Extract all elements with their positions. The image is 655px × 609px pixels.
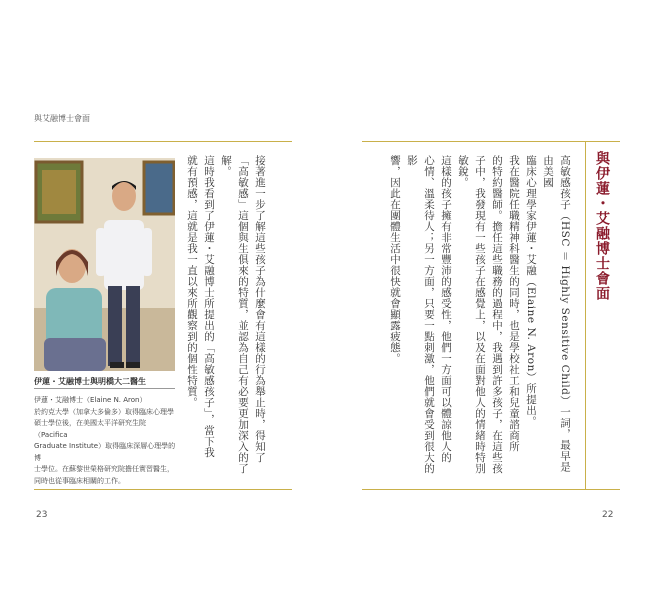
- caption-line: 於約克大學（加拿大多倫多）取得臨床心理學: [34, 407, 174, 416]
- body-text-column: 高敏感孩子（HSC ＝ Highly Sensitive Child）一詞，最早是由美國: [542, 155, 571, 473]
- right-page-body: [386, 155, 573, 480]
- body-text-column: 敏銳。: [457, 155, 469, 188]
- top-rule-right: [362, 141, 620, 142]
- body-text-column: 這樣的孩子擁有非常豐沛的感受性，他們一方面可以體諒他人的: [440, 155, 452, 463]
- bottom-rule-right: [362, 489, 620, 490]
- caption-line: 伊蓮・艾融博士（Elaine N. Aron）: [34, 396, 147, 404]
- body-text-column: 的特約醫師。擔任這些職務的過程中，我遇到許多孩子，在這些孩: [491, 155, 503, 474]
- body-text-column: 我在醫院任職精神科醫生的同時，也是學校社工和兒童諮商所: [508, 155, 520, 452]
- body-text-column: 子中，我發現有一些孩子在感覺上，以及在面對他人的情緒時特別: [474, 155, 486, 474]
- chapter-title: 與伊蓮・艾融博士會面: [594, 151, 610, 301]
- caption-line: 碩士學位後，在美國太平洋研究生院（Pacifica: [34, 419, 146, 439]
- caption-line: 同時也從事臨床相關的工作。: [34, 476, 125, 485]
- photo-illustration: [34, 158, 175, 371]
- running-head: 與艾融博士會面: [34, 114, 90, 123]
- body-text-column: 臨床心理學家伊蓮・艾融（Elaine N. Aron）所提出。: [525, 155, 537, 427]
- photo-caption-body: [34, 395, 176, 487]
- bottom-rule-left: [34, 489, 292, 490]
- caption-line: Graduate Institute）取得臨床深層心理學的博: [34, 442, 176, 462]
- body-text-column: 接著進一步了解這些孩子為什麼會有這樣的行為舉止時，得知了: [254, 155, 266, 463]
- page-number-right: 22: [602, 510, 614, 520]
- chapter-title-box: [585, 141, 622, 489]
- body-text-column: 心情、溫柔待人；另一方面，只要一點刺激，他們就會受到很大的影: [406, 155, 435, 474]
- portrait-photo: [34, 158, 175, 371]
- caption-divider: [34, 388, 175, 389]
- left-page-body: [183, 155, 268, 480]
- top-rule-left: [34, 141, 292, 142]
- body-text-column: 就有預感，這就是我一直以來所觀察到的個性特質。: [186, 155, 198, 408]
- caption-line: 士學位。在蘇黎世榮格研究院擔任實習醫生，: [34, 465, 174, 473]
- body-text-column: 響，因此在團體生活中很快就會顯露疲態。: [389, 155, 401, 364]
- photo-caption-title: 伊蓮・艾融博士與明橋大二醫生: [34, 377, 146, 386]
- page-number-left: 23: [36, 510, 48, 520]
- body-text-column: 「高敏感」這個與生俱來的特質，並認為自己有必要更加深入的了解。: [220, 155, 249, 474]
- body-text-column: 這時我看到了伊蓮・艾融博士所提出的「高敏感孩子」，當下我: [203, 155, 215, 458]
